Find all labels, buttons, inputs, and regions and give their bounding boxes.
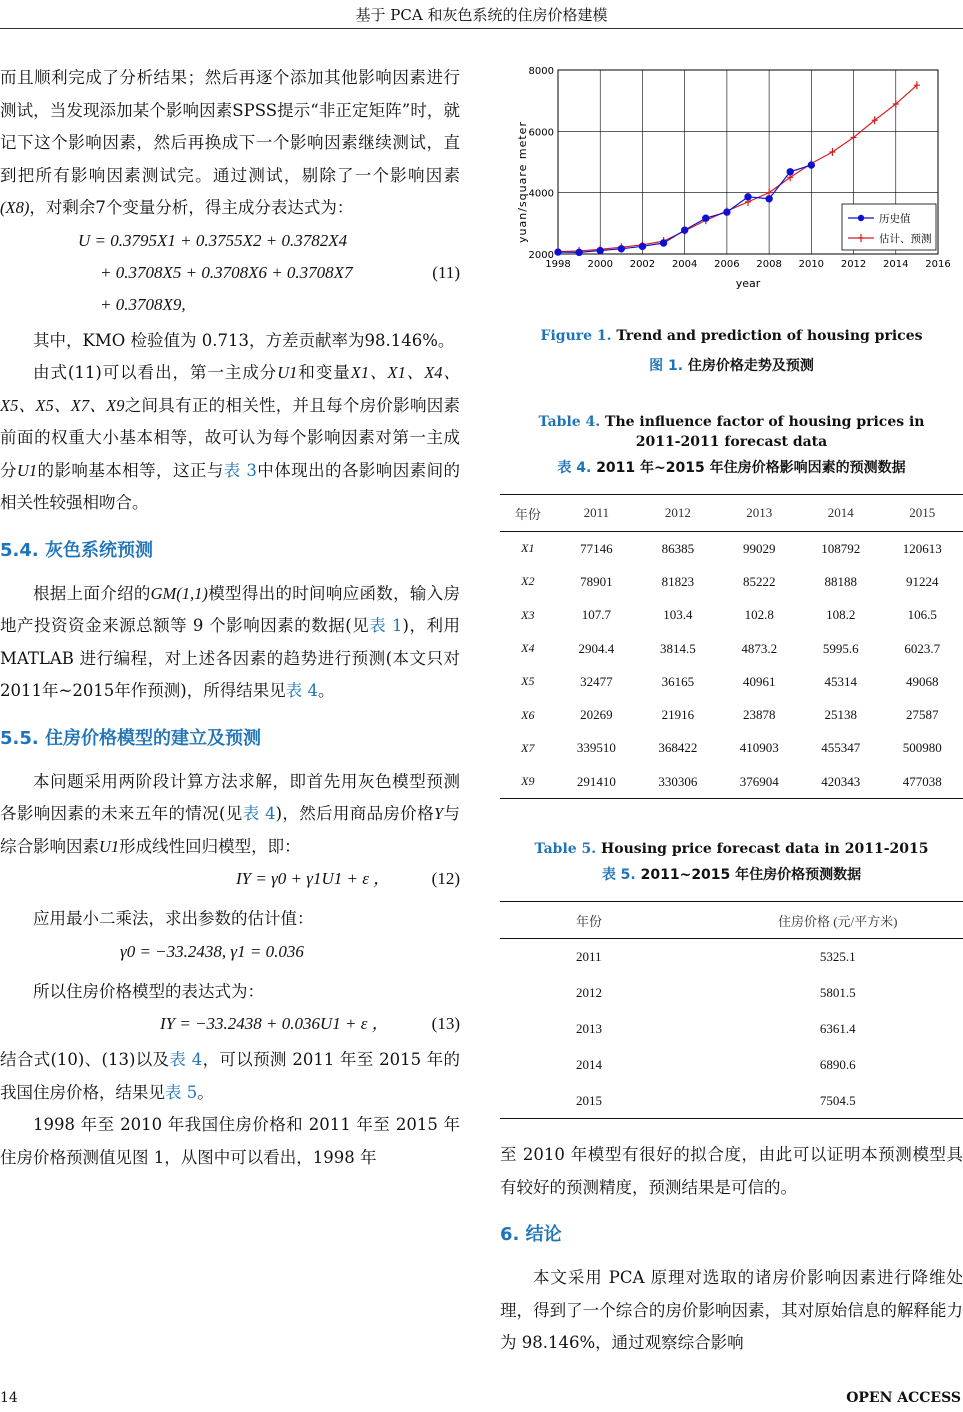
open-access-label: OPEN ACCESS — [846, 1390, 961, 1406]
table-cell: 477038 — [902, 773, 942, 789]
table-cell: 4873.2 — [741, 640, 778, 656]
table-cell: 88188 — [824, 573, 857, 589]
page-number: 14 — [0, 1390, 18, 1406]
paragraph-7: 所以住房价格模型的表达式为： — [33, 981, 264, 1001]
header-cell: 2015 — [909, 505, 936, 520]
equation-12: IY = γ0 + γ1U1 + ε ， (12) — [236, 869, 460, 888]
table-cell: 368422 — [658, 740, 698, 756]
header-cell: 住房价格 (元/平方米) — [777, 913, 898, 929]
history-point — [576, 249, 582, 255]
var-x8: (X8) — [0, 198, 30, 217]
x-tick-label: 2012 — [840, 259, 867, 270]
ref-table-4c[interactable]: 表 4 — [169, 1050, 203, 1069]
table-cell: 85222 — [743, 573, 776, 589]
table-row — [500, 1083, 963, 1119]
housing-price-chart — [500, 58, 960, 308]
table-cell: 77146 — [580, 540, 613, 556]
y-tick-label: 4000 — [528, 188, 554, 200]
ref-table-5[interactable]: 表 5 — [165, 1082, 198, 1102]
header-cell: 2011 — [583, 505, 610, 520]
ref-table-4b[interactable]: 表 4 — [242, 804, 276, 823]
legend-marker-0 — [858, 215, 864, 221]
table-cell: 40961 — [743, 673, 776, 689]
table-cell: 376904 — [739, 773, 779, 789]
x-tick-label: 2004 — [671, 259, 698, 270]
paragraph-after-tables: 至 2010 年模型有很好的拟合度，由此可以证明本预测模型具有较好的预测精度，预测结果是可信的。 — [500, 1145, 963, 1197]
x-axis-label: year — [735, 277, 761, 290]
table-cell: 6890.6 — [819, 1056, 856, 1072]
table-4 — [500, 494, 963, 799]
running-header: 基于 PCA 和灰色系统的住房价格建模 — [355, 6, 608, 24]
table-cell: 2904.4 — [578, 640, 615, 656]
history-point — [639, 243, 645, 249]
table-cell: X7 — [521, 740, 535, 755]
table-row — [500, 565, 963, 598]
paragraph-6: 应用最小二乘法，求出参数的估计值： — [33, 909, 314, 928]
table-cell: 45314 — [824, 673, 857, 689]
table-5 — [500, 901, 963, 1119]
y-tick-label: 8000 — [528, 66, 554, 77]
header-cell: 2012 — [664, 505, 691, 520]
table-5-caption-en: Table 5. Housing price forecast data in 2011-2015 — [534, 841, 929, 858]
table-cell: 32477 — [580, 673, 613, 689]
legend-label: 历史值 — [879, 213, 911, 225]
table-5-caption-zh: 表 5. 2011~2015 年住房价格预测数据 — [601, 867, 862, 884]
table-4-caption-en: Table 4. The influence factor of housing prices in 2011-2011 forecast data — [538, 414, 925, 450]
table-row — [500, 665, 963, 698]
paragraph-3: 由式(11)可以看出，第一主成分U1和变量X1、X1、X4、X5、X5、X7、X9之间具有正的相关性，并且每个房价影响因素前面的权重大小基本相等，故可认为每个影响因素对第一主成分U1的影响基本相等，这正与表 3中体现出的各影响因素间的相关性较强相吻合。 — [0, 363, 461, 512]
table-cell: 49068 — [905, 673, 939, 689]
x-tick-label: 1998 — [545, 259, 571, 270]
right-column — [500, 58, 963, 1360]
history-point — [703, 215, 709, 221]
table-cell: X5 — [521, 674, 535, 689]
table-cell: X4 — [521, 641, 535, 656]
table-cell: 23878 — [743, 707, 776, 723]
table-row — [500, 765, 963, 799]
table-cell: 5325.1 — [819, 949, 856, 965]
table-cell: 330306 — [658, 773, 698, 789]
table-cell: X3 — [521, 607, 535, 622]
table-cell: 25138 — [824, 707, 857, 723]
equation-13: IY = −33.2438 + 0.036U1 + ε ， (13) — [160, 1014, 460, 1033]
table-cell: 108.2 — [826, 607, 856, 623]
table-row — [500, 939, 963, 975]
table-cell: 291410 — [576, 773, 616, 789]
table-cell: X1 — [521, 541, 535, 556]
table-row — [500, 698, 963, 731]
table-cell: 20269 — [580, 707, 613, 723]
history-point — [766, 196, 772, 202]
history-point — [660, 240, 666, 246]
table-cell: 2013 — [576, 1020, 602, 1036]
table-cell: 81823 — [661, 573, 695, 589]
table-row — [500, 532, 963, 566]
x-tick-label: 2002 — [629, 259, 656, 270]
table-row — [500, 975, 963, 1011]
table-cell: 106.5 — [907, 607, 937, 623]
table-cell: 78901 — [580, 573, 613, 589]
table-row — [500, 1047, 963, 1083]
ref-table-3[interactable]: 表 3 — [223, 460, 257, 480]
paragraph-9: 1998 年至 2010 年我国住房价格和 2011 年至 2015 年住房价格预测值见图 1，从图中可以看出，1998 年 — [0, 1115, 460, 1167]
header-cell: 年份 — [514, 506, 541, 522]
table-cell: 6023.7 — [904, 640, 941, 656]
section-5-4-heading: 5.4. 灰色系统预测 — [0, 539, 153, 561]
table-cell: 339510 — [576, 740, 616, 756]
x-tick-label: 2006 — [714, 259, 740, 270]
section-6-heading: 6. 结论 — [500, 1224, 562, 1246]
table-cell: 99029 — [743, 540, 776, 556]
x-tick-label: 2000 — [587, 259, 613, 270]
table-cell: 36165 — [661, 673, 695, 689]
paragraph-4: 根据上面介绍的GM(1,1)模型得出的时间响应函数，输入房地产投资资金来源总额等 9 个影响因素的数据(见表 1)，利用 MATLAB 进行编程，对上述各因素的趋势进行预测(本文只对2011年~2015年作预测)，所得结果见表 4。 — [0, 583, 461, 700]
table-cell: 91224 — [905, 573, 939, 589]
figure-1-caption-zh: 图 1. 住房价格走势及预测 — [649, 358, 814, 374]
table-cell: 102.8 — [744, 607, 774, 623]
paragraph-5: 本问题采用两阶段计算方法求解，即首先用灰色模型预测各影响因素的未来五年的情况(见表 4)，然后用商品房价格Y与综合影响因素U1形成线性回归模型，即： — [0, 771, 461, 856]
table-cell: 410903 — [739, 740, 779, 756]
table-cell: 500980 — [902, 740, 942, 756]
paragraph-conclusion: 本文采用 PCA 原理对选取的诸房价影响因素进行降维处理，得到了一个综合的房价影响因素，其对原始信息的解释能力为 98.146%，通过观察综合影响 — [500, 1268, 963, 1353]
paragraph-8: 结合式(10)、(13)以及表 4，可以预测 2011 年至 2015 年的我国住房价格，结果见表 5。 — [0, 1050, 461, 1102]
table-cell: X9 — [521, 774, 535, 789]
figure-1-caption-en: Figure 1. Trend and prediction of housing prices — [540, 328, 923, 344]
table-cell: 420343 — [821, 773, 861, 789]
history-point — [745, 194, 751, 200]
ref-table-4[interactable]: 表 4 — [285, 681, 318, 700]
table-cell: 120613 — [902, 540, 942, 556]
table-cell: 7504.5 — [819, 1092, 856, 1108]
y-tick-label: 6000 — [528, 127, 554, 139]
history-point — [808, 162, 814, 168]
x-tick-label: 2008 — [756, 259, 782, 270]
table-row — [500, 599, 963, 632]
table-cell: 2011 — [576, 949, 602, 965]
table-cell: 103.4 — [663, 607, 693, 623]
table-cell: X2 — [521, 574, 535, 589]
header-cell: 2013 — [746, 505, 773, 520]
history-point — [597, 247, 603, 253]
table-cell: 2012 — [576, 984, 602, 1000]
x-tick-label: 2010 — [798, 259, 825, 270]
table-cell: 27587 — [905, 707, 939, 723]
table-cell: X6 — [521, 707, 535, 722]
history-point — [618, 246, 624, 252]
left-column — [0, 62, 460, 1174]
table-4-caption-zh: 表 4. 2011 年~2015 年住房价格影响因素的预测数据 — [557, 460, 906, 476]
table-row — [500, 732, 963, 765]
header-cell: 年份 — [576, 913, 603, 929]
history-point — [555, 249, 561, 255]
ref-table-1[interactable]: 表 1 — [369, 616, 403, 635]
table-cell: 21916 — [661, 707, 695, 723]
table-cell: 6361.4 — [819, 1020, 856, 1036]
history-point — [787, 169, 793, 175]
table-row — [500, 632, 963, 665]
table-cell: 107.7 — [581, 607, 611, 623]
history-point — [724, 209, 730, 215]
table-cell: 3814.5 — [659, 640, 696, 656]
table-cell: 455347 — [821, 740, 861, 756]
paragraph-2: 其中，KMO 检验值为 0.713，方差贡献率为98.146%。 — [33, 330, 455, 350]
table-cell: 108792 — [821, 540, 861, 556]
y-axis-label: yuan/square meter — [516, 121, 529, 243]
table-cell: 5801.5 — [819, 984, 856, 1000]
table-row — [500, 1011, 963, 1047]
header-cell: 2014 — [827, 505, 854, 520]
table-cell: 2015 — [576, 1092, 602, 1108]
paragraph-1: 而且顺利完成了分析结果；然后再逐个添加其他影响因素进行测试，当发现添加某个影响因素SPSS提示“非正定矩阵”时，就记下这个影响因素，然后再换成下一个影响因素继续测试，直到把所有影响因素测试完。通过测试，剔除了一个影响因素(X8)，对剩余7个变量分析，得主成分表达式为： — [0, 68, 460, 217]
header-rule — [0, 28, 963, 29]
history-point — [681, 227, 687, 233]
table-cell: 2014 — [576, 1056, 602, 1072]
equation-params: γ0 = −33.2438, γ1 = 0.036 — [120, 941, 304, 961]
legend-label: 估计、预测 — [879, 233, 932, 245]
table-cell: 5995.6 — [822, 640, 859, 656]
equation-11: U = 0.3795X1 + 0.3755X2 + 0.3782X4 + 0.3708X5 + 0.3708X6 + 0.3708X7 (11) + 0.3708X9, — [78, 230, 460, 314]
x-tick-label: 2016 — [925, 259, 951, 270]
y-tick-label: 2000 — [528, 250, 554, 261]
section-5-5-heading: 5.5. 住房价格模型的建立及预测 — [0, 727, 261, 749]
table-cell: 86385 — [661, 540, 695, 556]
x-tick-label: 2014 — [883, 259, 909, 270]
